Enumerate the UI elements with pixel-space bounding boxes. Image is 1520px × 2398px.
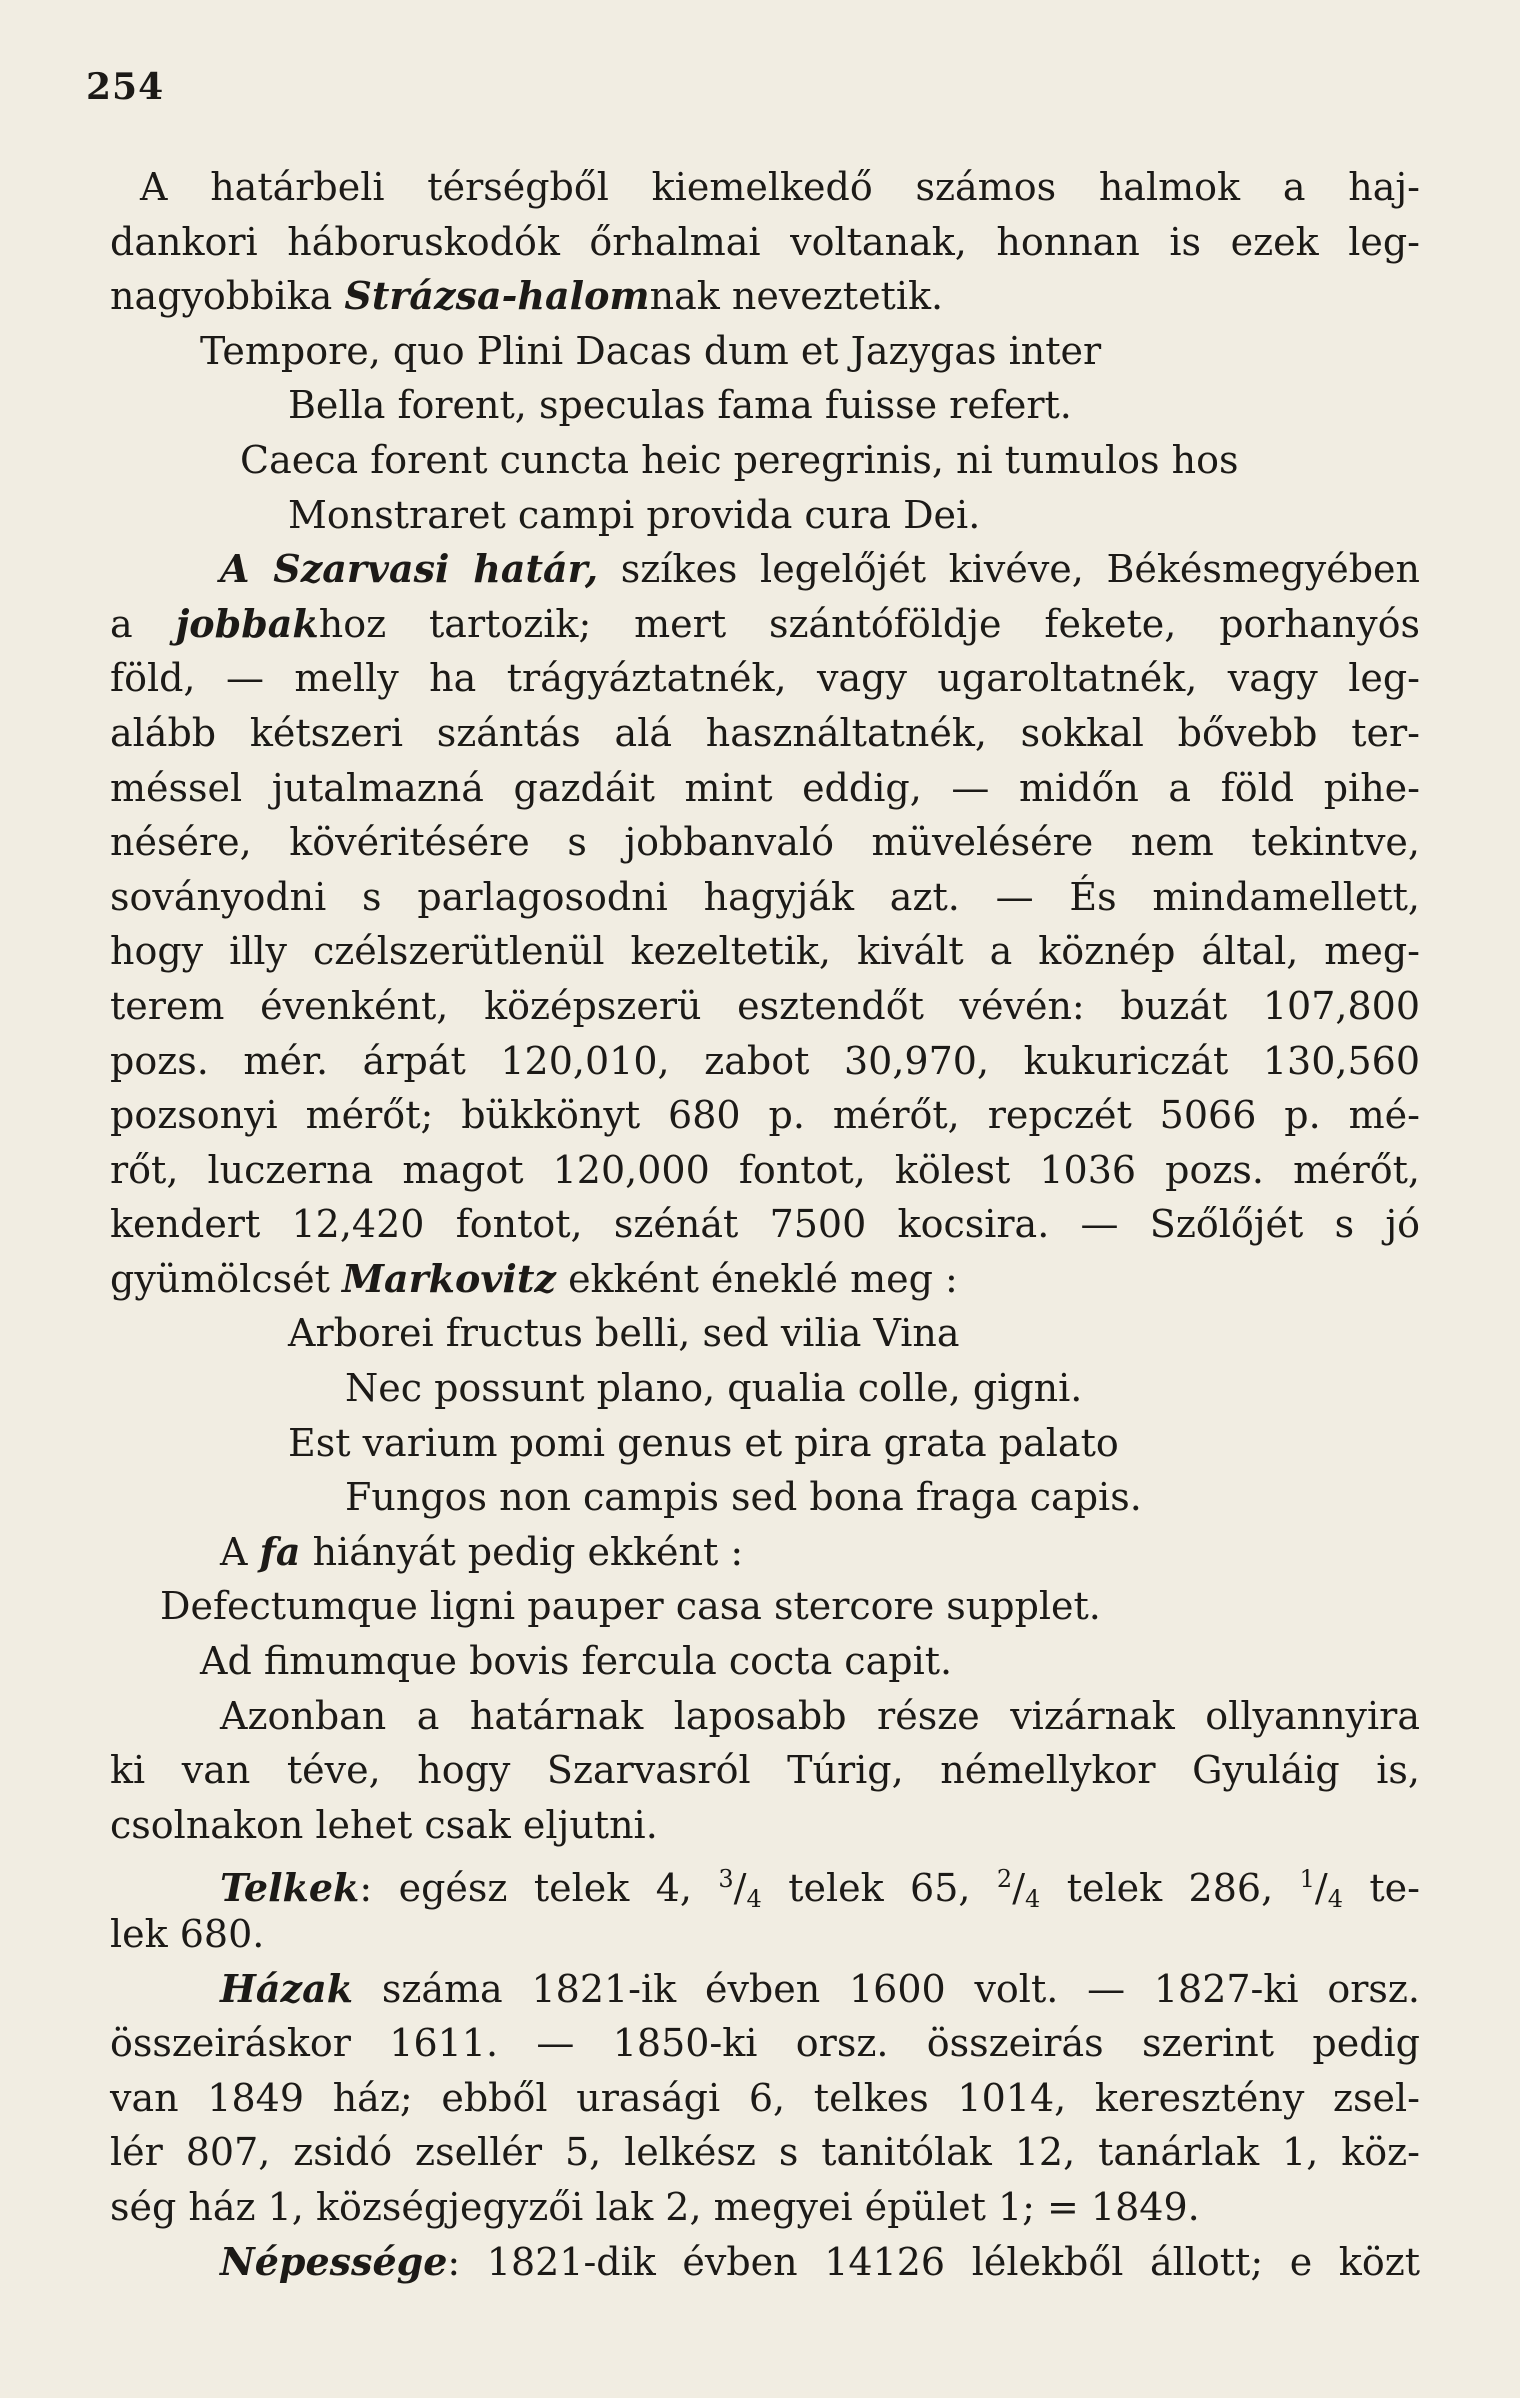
text-line: alább kétszeri szántás alá használtatnék, sokkal bővebb ter- bbox=[110, 710, 1420, 755]
text-span: nak neveztetik. bbox=[649, 274, 944, 319]
text-line: van 1849 ház; ebből urasági 6, telkes 1014, keresztény zsel- bbox=[110, 2075, 1420, 2120]
verse-line: Defectumque ligni pauper casa stercore supplet. bbox=[160, 1584, 1101, 1629]
text-line bbox=[110, 1525, 1420, 1580]
text-line: Telkek: egész telek 4, $^3/_4$ telek 65, $^2/_4$ telek 286, $^1/_4$ te- bbox=[220, 1865, 1420, 1914]
verse-line: Fungos non campis sed bona fraga capis. bbox=[345, 1475, 1142, 1520]
text-line: lek 680. bbox=[110, 1912, 265, 1956]
text-span: ekként éneklé meg : bbox=[555, 1256, 958, 1301]
text-span: gyümölcsét bbox=[110, 1256, 342, 1301]
text-line: összeiráskor 1611. — 1850-ki orsz. összeirás szerint pedig bbox=[110, 2021, 1420, 2066]
italic-term: Markovitz bbox=[341, 1255, 556, 1301]
italic-term: fa bbox=[259, 1528, 301, 1574]
italic-term: Telkek bbox=[220, 1865, 360, 1911]
verse-line: Arborei fructus belli, sed vilia Vina bbox=[288, 1311, 960, 1356]
text-span: szíkes legelőjét kivéve, Békésmegyében bbox=[598, 547, 1420, 592]
verse-line: Ad fimumque bovis fercula cocta capit. bbox=[200, 1639, 953, 1684]
text-line: kendert 12,420 fontot, szénát 7500 kocsira. — Szőlőjét s jó bbox=[110, 1202, 1420, 1247]
verse-line: Tempore, quo Plini Dacas dum et Jazygas inter bbox=[200, 328, 1102, 373]
italic-term: A Szarvasi határ, bbox=[220, 546, 599, 592]
verse-line: Nec possunt plano, qualia colle, gigni. bbox=[345, 1366, 1083, 1411]
verse-line: Bella forent, speculas fama fuisse refert. bbox=[288, 383, 1072, 428]
text-span: dankori háboruskodók őrhalmai voltanak, honnan is ezek leg- bbox=[110, 219, 1420, 264]
text-line bbox=[110, 597, 1420, 652]
text-line: lér 807, zsidó zsellér 5, lelkész s tanitólak 12, tanárlak 1, köz- bbox=[110, 2130, 1420, 2175]
text-line bbox=[110, 542, 1420, 597]
text-line: föld, — melly ha trágyáztatnék, vagy ugaroltatnék, vagy leg- bbox=[110, 656, 1420, 701]
text-span: a bbox=[110, 601, 176, 646]
text-span: nagyobbika bbox=[110, 274, 345, 319]
text-line: pozsonyi mérőt; bükkönyt 680 p. mérőt, repczét 5066 p. mé- bbox=[110, 1093, 1420, 1138]
verse-line: Caeca forent cuncta heic peregrinis, ni tumulos hos bbox=[240, 437, 1239, 482]
fraction-denominator: 4 bbox=[1025, 1885, 1041, 1914]
italic-term: Strázsa-halom bbox=[344, 273, 650, 319]
italic-term: Népessége bbox=[220, 2238, 448, 2284]
text-span: telek 286, bbox=[1040, 1866, 1300, 1911]
text-span: te- bbox=[1342, 1866, 1420, 1911]
verse-line: Est varium pomi genus et pira grata palato bbox=[288, 1420, 1119, 1465]
text-span: hoz tartozik; mert szántóföldje fekete, porhanyós bbox=[318, 601, 1421, 646]
fraction-denominator: 4 bbox=[746, 1885, 762, 1914]
text-line: soványodni s parlagosodni hagyják azt. — És mindamellett, bbox=[110, 874, 1420, 919]
text-line: pozs. mér. árpát 120,010, zabot 30,970, kukuriczát 130,560 bbox=[110, 1038, 1420, 1083]
text-line bbox=[110, 160, 1420, 215]
text-span: : egész telek 4, bbox=[359, 1866, 719, 1911]
fraction-denominator: 4 bbox=[1327, 1885, 1343, 1914]
text-line: hogy illy czélszerütlenül kezeltetik, kivált a köznép által, meg- bbox=[110, 929, 1420, 974]
text-line bbox=[110, 215, 1420, 270]
text-line: ki van téve, hogy Szarvasról Túrig, némellykor Gyuláig is, bbox=[110, 1748, 1420, 1793]
text-line: méssel jutalmazná gazdáit mint eddig, — midőn a föld pihe- bbox=[110, 765, 1420, 810]
fraction-numerator: 3 bbox=[718, 1865, 734, 1894]
text-span: A határbeli térségből kiemelkedő számos halmok a haj- bbox=[140, 165, 1420, 209]
italic-term: Házak bbox=[220, 1965, 354, 2011]
text-line bbox=[110, 1252, 1420, 1307]
fraction-numerator: 1 bbox=[1299, 1865, 1315, 1894]
text-line: nésére, kövéritésére s jobbanvaló müvelésére nem tekintve, bbox=[110, 820, 1420, 865]
text-line: ség ház 1, községjegyzői lak 2, megyei épület 1; = 1849. bbox=[110, 2184, 1200, 2229]
text-line: Azonban a határnak laposabb része vizárnak ollyannyira bbox=[220, 1693, 1420, 1738]
fraction-numerator: 2 bbox=[996, 1865, 1013, 1894]
text-line: csolnakon lehet csak eljutni. bbox=[110, 1802, 658, 1847]
text-span: hiányát pedig ekként : bbox=[300, 1529, 744, 1574]
page-number: 254 bbox=[86, 66, 165, 108]
verse-line: Monstraret campi provida cura Dei. bbox=[288, 492, 981, 537]
body-text bbox=[110, 160, 1420, 2289]
text-span: A bbox=[220, 1529, 260, 1574]
text-span: : 1821-dik évben 14126 lélekből állott; e közt bbox=[447, 2239, 1420, 2284]
text-line: terem évenként, középszerü esztendőt vévén: buzát 107,800 bbox=[110, 983, 1420, 1028]
text-span: száma 1821-ik évben 1600 volt. — 1827-ki orsz. bbox=[353, 1966, 1420, 2011]
text-line bbox=[110, 1962, 1420, 2017]
text-line bbox=[110, 2235, 1420, 2290]
text-span: telek 65, bbox=[761, 1866, 997, 1911]
text-line: rőt, luczerna magot 120,000 fontot, kölest 1036 pozs. mérőt, bbox=[110, 1147, 1420, 1192]
text-line bbox=[110, 269, 1420, 324]
italic-term: jobbak bbox=[175, 600, 319, 646]
